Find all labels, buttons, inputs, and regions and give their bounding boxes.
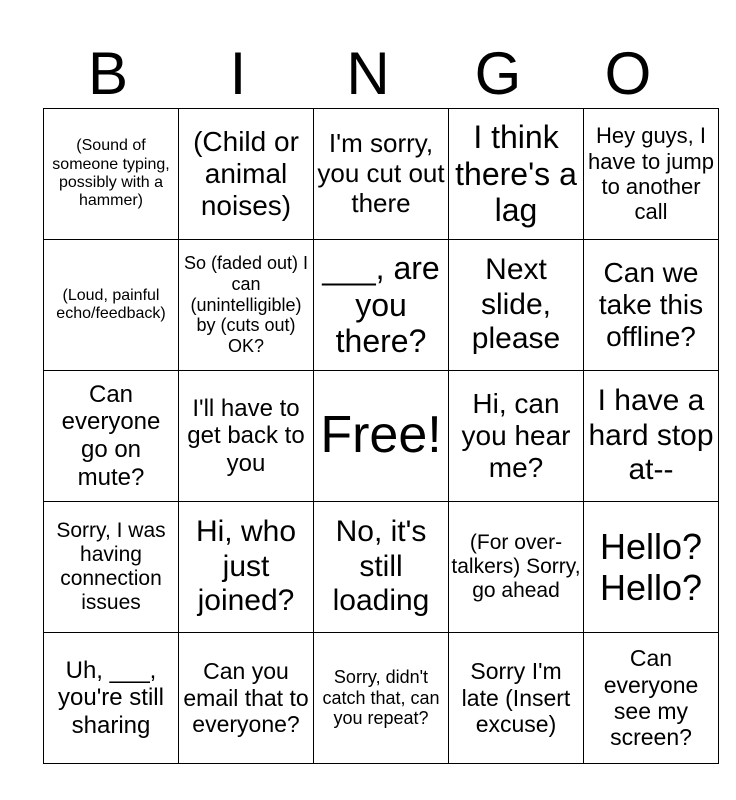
bingo-cell: ___, are you there? (314, 240, 449, 371)
bingo-header (43, 40, 693, 108)
bingo-cell: Sorry I'm late (Insert excuse) (449, 633, 584, 764)
header-letter-i: I (229, 40, 247, 107)
board-row (44, 502, 719, 633)
board-row (44, 240, 719, 371)
bingo-cell: Can everyone go on mute? (44, 371, 179, 502)
bingo-cell: I think there's a lag (449, 109, 584, 240)
bingo-cell: (For over-talkers) Sorry, go ahead (449, 502, 584, 633)
free-space-cell: Free! (314, 371, 449, 502)
bingo-cell: (Loud, painful echo/feedback) (44, 240, 179, 371)
header-letter-b: B (87, 40, 129, 107)
board-row (44, 109, 719, 240)
bingo-board (43, 108, 719, 764)
bingo-cell: Can you email that to everyone? (179, 633, 314, 764)
bingo-cell: Can everyone see my screen? (584, 633, 719, 764)
bingo-cell: I'm sorry, you cut out there (314, 109, 449, 240)
bingo-cell: No, it's still loading (314, 502, 449, 633)
bingo-cell: (Sound of someone typing, possibly with a hammer) (44, 109, 179, 240)
bingo-cell: Next slide, please (449, 240, 584, 371)
header-letter-o: O (604, 40, 652, 107)
header-letter-n: N (346, 40, 390, 107)
bingo-cell: Hey guys, I have to jump to another call (584, 109, 719, 240)
bingo-cell: So (faded out) I can (unintelligible) by (cuts out) OK? (179, 240, 314, 371)
header-letter-g: G (474, 40, 522, 107)
bingo-cell: Hello? Hello? (584, 502, 719, 633)
bingo-cell: Can we take this offline? (584, 240, 719, 371)
bingo-cell: (Child or animal noises) (179, 109, 314, 240)
bingo-cell: Hi, who just joined? (179, 502, 314, 633)
bingo-cell: Sorry, I was having connection issues (44, 502, 179, 633)
bingo-cell: Uh, ___, you're still sharing (44, 633, 179, 764)
bingo-cell: Hi, can you hear me? (449, 371, 584, 502)
bingo-cell: I'll have to get back to you (179, 371, 314, 502)
bingo-cell: I have a hard stop at-- (584, 371, 719, 502)
board-row (44, 371, 719, 502)
board-row (44, 633, 719, 764)
bingo-cell: Sorry, didn't catch that, can you repeat? (314, 633, 449, 764)
